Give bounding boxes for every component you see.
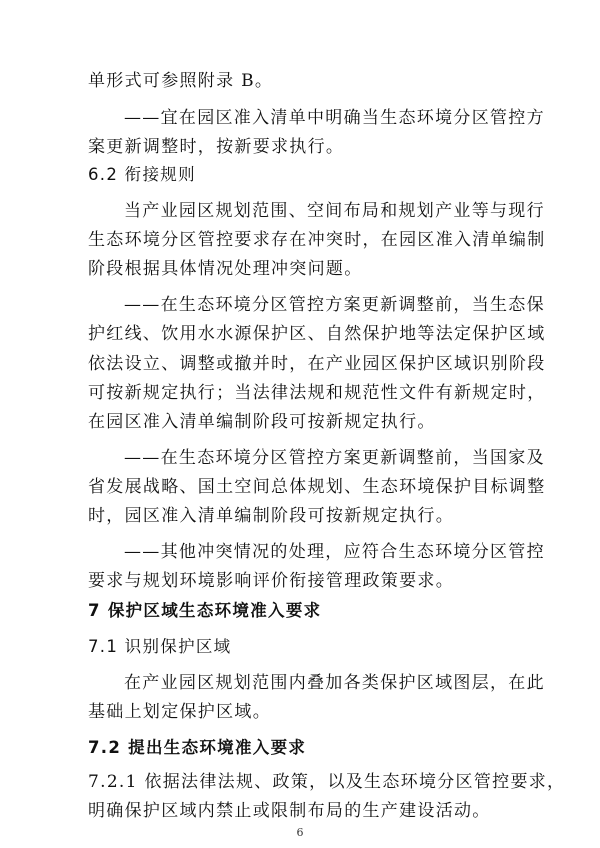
text-line-1: 单形式可参照附录 B。 <box>88 71 274 91</box>
text-line-7: 阶段根据具体情况处理冲突问题。 <box>88 259 363 279</box>
text-line-15: 时，园区准入清单编制阶段可按新规定执行。 <box>88 506 454 526</box>
page-number: 6 <box>296 826 304 839</box>
text-line-16: ——其他冲突情况的处理，应符合生态环境分区管控 <box>124 542 545 562</box>
text-line-8: ——在生态环境分区管控方案更新调整前，当生态保 <box>124 295 545 315</box>
text-line-6: 生态环境分区管控要求存在冲突时，在园区准入清单编制 <box>88 230 546 250</box>
text-line-10: 依法设立、调整或撤并时，在产业园区保护区域识别阶段 <box>88 354 546 374</box>
text-line-3: 案更新调整时，按新要求执行。 <box>88 137 345 157</box>
text-line-12: 在园区准入清单编制阶段可按新规定执行。 <box>88 412 436 432</box>
section-heading-6-2: 6.2 衔接规则 <box>88 165 196 184</box>
text-line-17: 要求与规划环境影响评价衔接管理政策要求。 <box>88 571 454 591</box>
section-heading-7-2: 7.2 提出生态环境准入要求 <box>88 738 307 757</box>
text-line-20: 在产业园区规划范围内叠加各类保护区域图层，在此 <box>124 673 545 693</box>
text-line-11: 可按新规定执行；当法律法规和规范性文件有新规定时， <box>88 383 546 403</box>
text-line-14: 省发展战略、国土空间总体规划、生态环境保护目标调整 <box>88 477 546 497</box>
section-heading-7-1: 7.1 识别保护区域 <box>88 637 232 656</box>
text-line-9: 护红线、饮用水水源保护区、自然保护地等法定保护区域 <box>88 324 546 344</box>
text-line-24: 明确保护区域内禁止或限制布局的生产建设活动。 <box>88 801 491 821</box>
text-line-2: ——宜在园区准入清单中明确当生态环境分区管控方 <box>124 108 545 128</box>
text-line-5: 当产业园区规划范围、空间布局和规划产业等与现行 <box>124 201 545 221</box>
section-heading-7: 7 保护区域生态环境准入要求 <box>88 601 322 620</box>
text-line-13: ——在生态环境分区管控方案更新调整前，当国家及 <box>124 448 545 468</box>
text-line-21: 基础上划定保护区域。 <box>88 702 271 722</box>
text-line-23: 7.2.1 依据法律法规、政策，以及生态环境分区管控要求， <box>88 772 566 792</box>
